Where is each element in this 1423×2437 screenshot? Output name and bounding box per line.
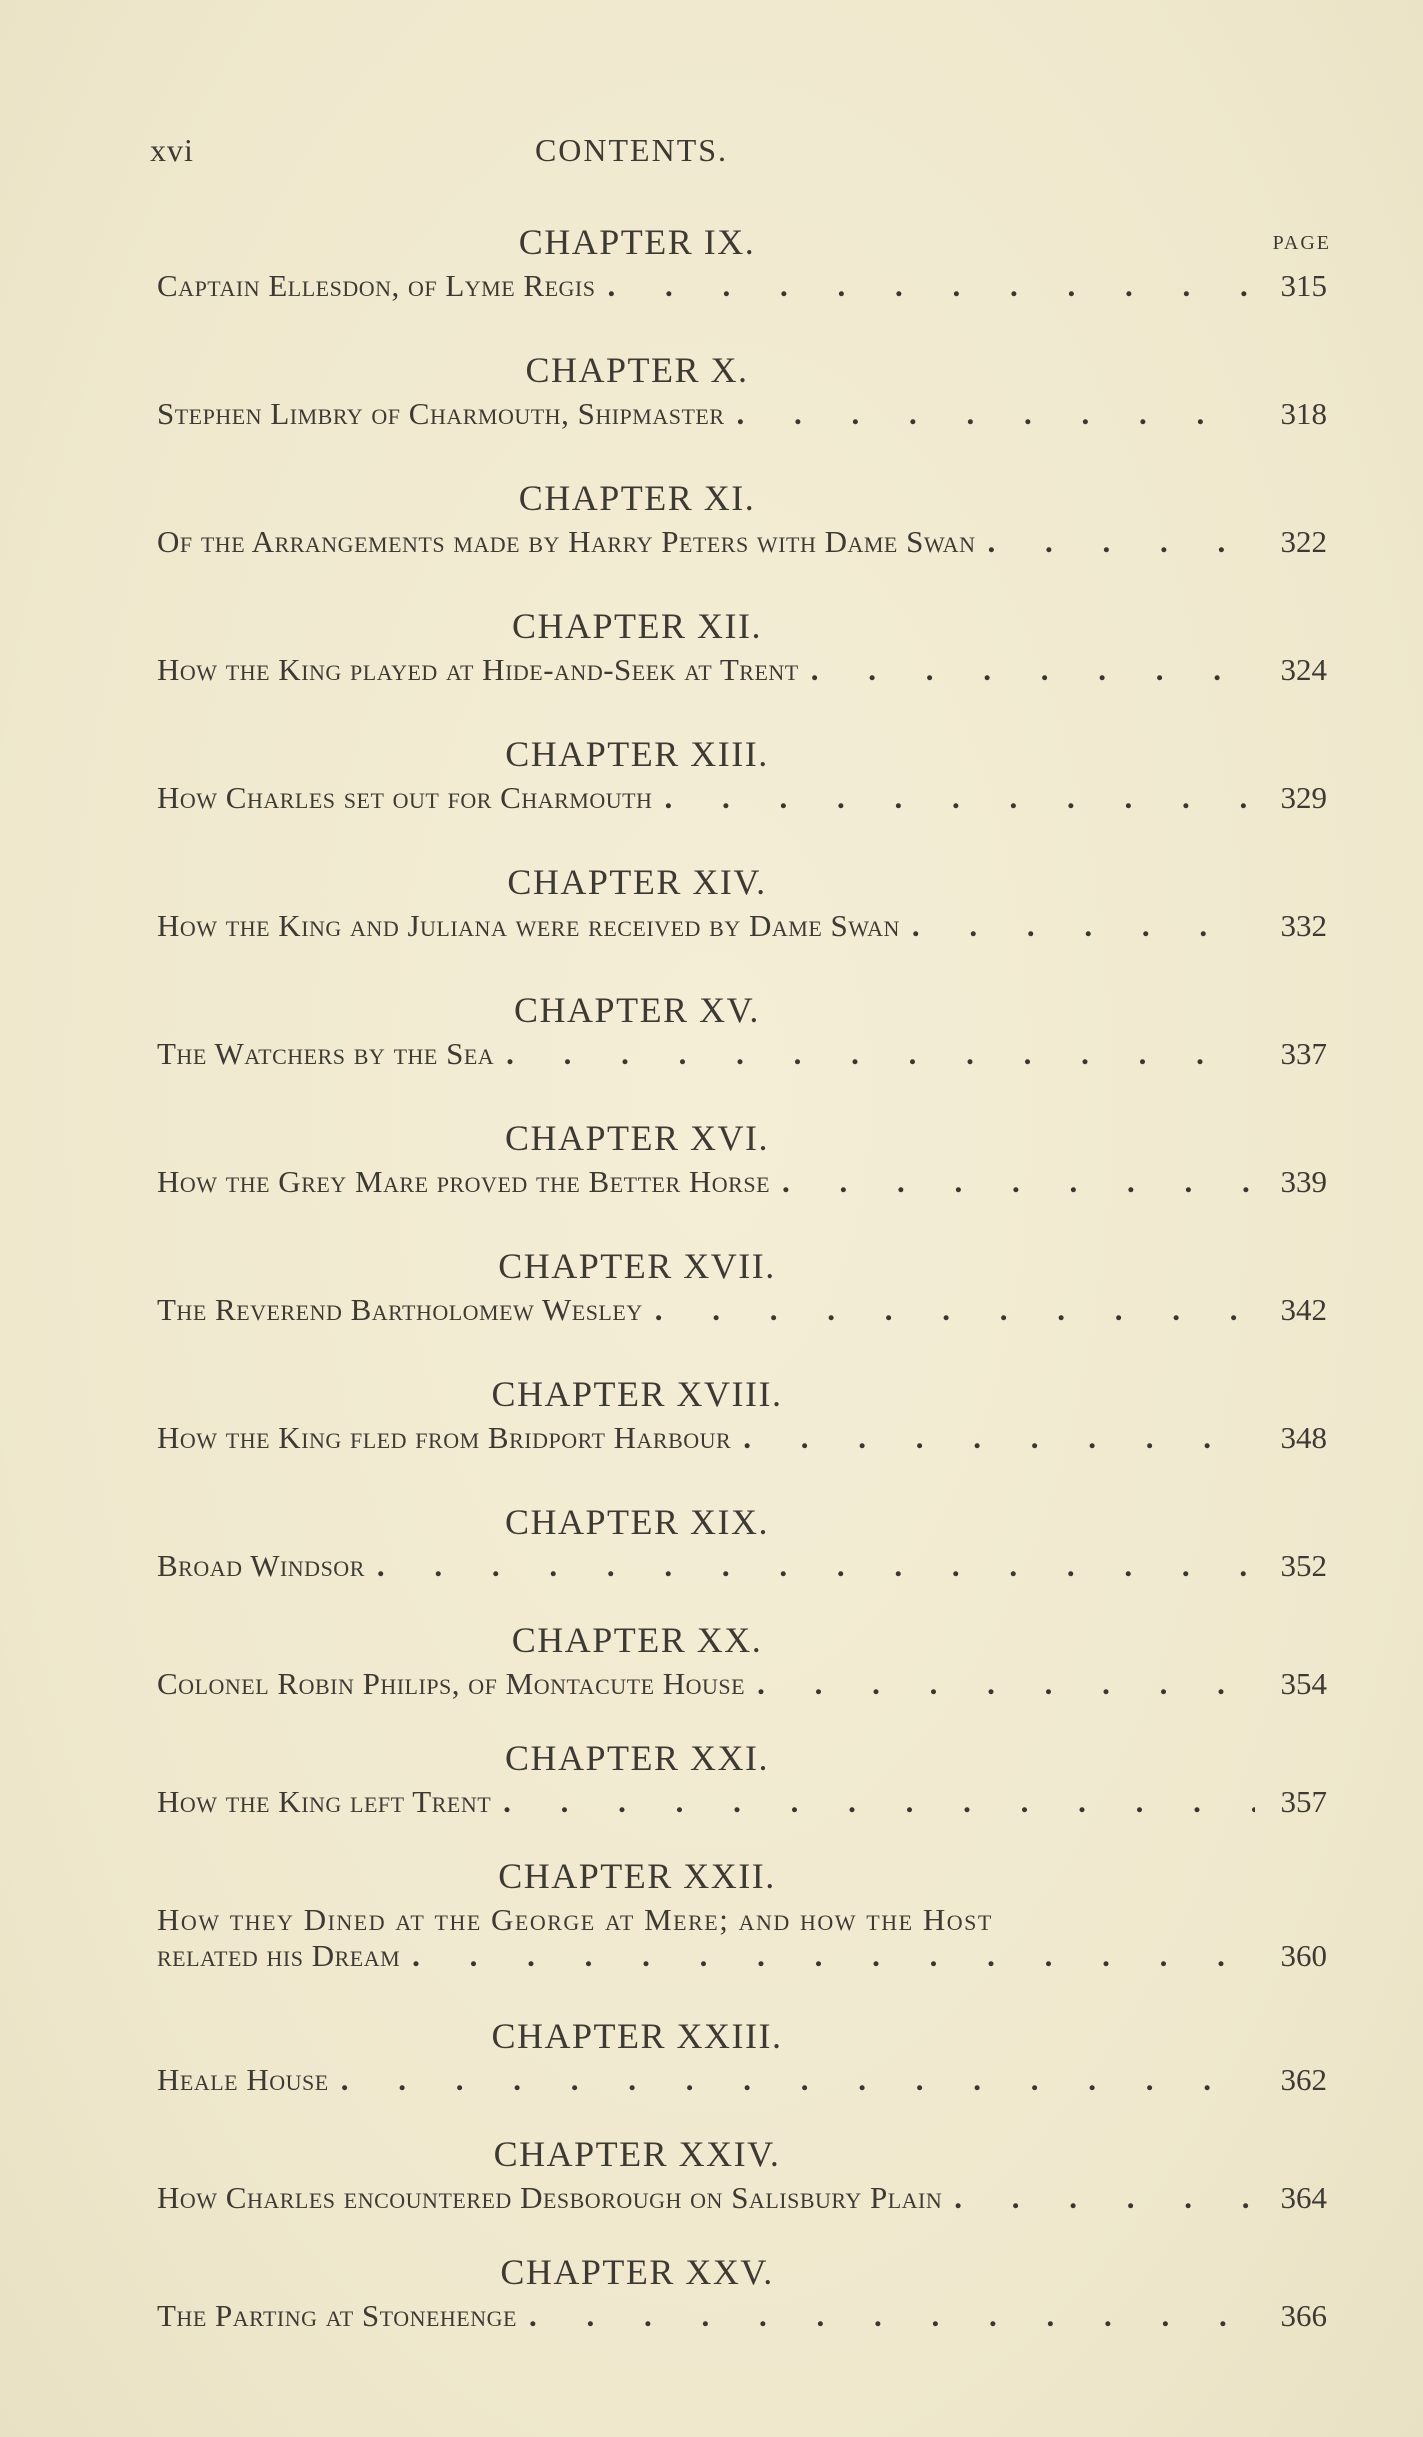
chapter-title: How they Dined at the George at Mere; and how the Host — [157, 1902, 993, 1937]
dot-leader — [365, 1546, 1255, 1586]
chapter-heading: CHAPTER XXI. — [504, 1738, 769, 1778]
chapter-title-line — [157, 1782, 1327, 1822]
dot-leader — [799, 650, 1255, 690]
page-number: 364 — [1280, 2180, 1327, 2215]
chapter-title: How the King played at Hide-and-Seek at Trent — [157, 652, 799, 687]
toc-entry — [157, 1734, 1327, 1852]
dot-leader — [745, 1664, 1255, 1704]
page-title: CONTENTS. — [534, 132, 729, 168]
chapter-heading: CHAPTER XI. — [518, 478, 756, 518]
page-number: 348 — [1280, 1420, 1327, 1455]
chapter-heading: CHAPTER XIII. — [505, 734, 769, 774]
chapter-heading: CHAPTER XXIV. — [493, 2134, 781, 2174]
chapter-title: How Charles set out for Charmouth — [157, 780, 653, 815]
chapter-title: How Charles encountered Desborough on Salisbury Plain — [157, 2180, 943, 2215]
chapter-title-line — [157, 1162, 1327, 1202]
chapter-title-line — [157, 2178, 1327, 2218]
dot-leader — [494, 1034, 1255, 1074]
chapter-heading: CHAPTER XV. — [514, 990, 760, 1030]
chapter-title-line — [157, 906, 1327, 946]
toc-entry — [157, 2248, 1327, 2366]
chapter-title: The Parting at Stonehenge — [157, 2298, 517, 2333]
chapter-title: The Watchers by the Sea — [157, 1036, 495, 1071]
page-number: 362 — [1280, 2062, 1327, 2097]
toc-entry — [157, 1114, 1327, 1242]
chapter-title-line — [157, 266, 1327, 306]
chapter-heading: CHAPTER IX. — [518, 222, 756, 262]
page-number: 324 — [1280, 652, 1327, 687]
dot-leader — [652, 778, 1255, 818]
dot-leader — [942, 2178, 1255, 2218]
chapter-title-line — [157, 1290, 1327, 1330]
chapter-title-line — [157, 1034, 1327, 1074]
dot-leader — [900, 906, 1255, 946]
page-number: 354 — [1280, 1666, 1327, 1701]
page-column-label: PAGE — [1272, 232, 1331, 254]
chapter-heading: CHAPTER XXIII. — [491, 2016, 783, 2056]
chapter-title-line — [157, 650, 1327, 690]
chapter-title-line — [157, 1664, 1327, 1704]
chapter-title-line — [157, 1936, 1327, 1976]
page-number: 342 — [1280, 1292, 1327, 1327]
page-number: 337 — [1280, 1036, 1327, 1071]
chapter-title: The Reverend Bartholomew Wesley — [157, 1292, 643, 1327]
chapter-title: Broad Windsor — [157, 1548, 365, 1583]
chapter-title: Of the Arrangements made by Harry Peters with Dame Swan — [157, 524, 976, 559]
page-number: 315 — [1280, 268, 1327, 303]
dot-leader — [517, 2296, 1255, 2336]
chapter-title-line — [157, 522, 1327, 562]
chapter-heading: CHAPTER X. — [525, 350, 749, 390]
chapter-heading: CHAPTER XVI. — [504, 1118, 769, 1158]
dot-leader — [731, 1418, 1255, 1458]
toc-entry — [157, 1370, 1327, 1498]
chapter-title-line — [157, 2296, 1327, 2336]
toc-entry — [157, 1852, 1327, 2012]
toc-entry — [157, 602, 1327, 730]
toc-entry — [157, 1498, 1327, 1616]
dot-leader — [975, 522, 1255, 562]
toc-entry — [157, 1616, 1327, 1734]
chapter-heading: CHAPTER XIX. — [504, 1502, 769, 1542]
toc-entry — [157, 730, 1327, 858]
page-number: 322 — [1280, 524, 1327, 559]
chapter-title-line — [157, 1900, 1327, 1936]
chapter-title: How the King fled from Bridport Harbour — [157, 1420, 732, 1455]
chapter-title: How the King and Juliana were received by Dame Swan — [157, 908, 900, 943]
toc-entry — [157, 2012, 1327, 2130]
page-number: 360 — [1280, 1938, 1327, 1973]
toc-entry — [157, 346, 1327, 474]
chapter-title-line — [157, 778, 1327, 818]
dot-leader — [329, 2060, 1255, 2100]
toc-entry — [157, 858, 1327, 986]
toc-entry — [157, 218, 1327, 346]
dot-leader — [725, 394, 1256, 434]
chapter-title-continued: related his Dream — [157, 1938, 401, 1973]
toc-entry — [157, 1242, 1327, 1370]
dot-leader — [596, 266, 1256, 306]
chapter-title: How the Grey Mare proved the Better Horse — [157, 1164, 771, 1199]
chapter-title: How the King left Trent — [157, 1784, 492, 1819]
chapter-title-line — [157, 1546, 1327, 1586]
toc-entry — [157, 986, 1327, 1114]
chapter-title: Captain Ellesdon, of Lyme Regis — [157, 268, 596, 303]
chapter-title: Colonel Robin Philips, of Montacute House — [157, 1666, 746, 1701]
dot-leader — [491, 1782, 1255, 1822]
chapter-title: Heale House — [157, 2062, 329, 2097]
page-number: 332 — [1280, 908, 1327, 943]
chapter-heading: CHAPTER XX. — [511, 1620, 763, 1660]
chapter-heading: CHAPTER XIV. — [507, 862, 767, 902]
table-of-contents — [157, 218, 1327, 2366]
toc-entry — [157, 2130, 1327, 2248]
toc-entry — [157, 474, 1327, 602]
chapter-heading: CHAPTER XVIII. — [491, 1374, 783, 1414]
chapter-heading: CHAPTER XII. — [512, 606, 762, 646]
page-number: 352 — [1280, 1548, 1327, 1583]
page-number: 366 — [1280, 2298, 1327, 2333]
folio-number: xvi — [150, 132, 194, 168]
chapter-title-line — [157, 394, 1327, 434]
dot-leader — [400, 1936, 1255, 1976]
chapter-heading: CHAPTER XVII. — [498, 1246, 776, 1286]
chapter-heading: CHAPTER XXV. — [500, 2252, 774, 2292]
chapter-title: Stephen Limbry of Charmouth, Shipmaster — [157, 396, 725, 431]
page-number: 329 — [1280, 780, 1327, 815]
page-number: 357 — [1280, 1784, 1327, 1819]
page-number: 318 — [1280, 396, 1327, 431]
running-head — [150, 132, 1323, 182]
chapter-heading: CHAPTER XXII. — [498, 1856, 776, 1896]
chapter-title-line — [157, 2060, 1327, 2100]
page-number: 339 — [1280, 1164, 1327, 1199]
chapter-title-line — [157, 1418, 1327, 1458]
dot-leader — [643, 1290, 1255, 1330]
dot-leader — [770, 1162, 1255, 1202]
